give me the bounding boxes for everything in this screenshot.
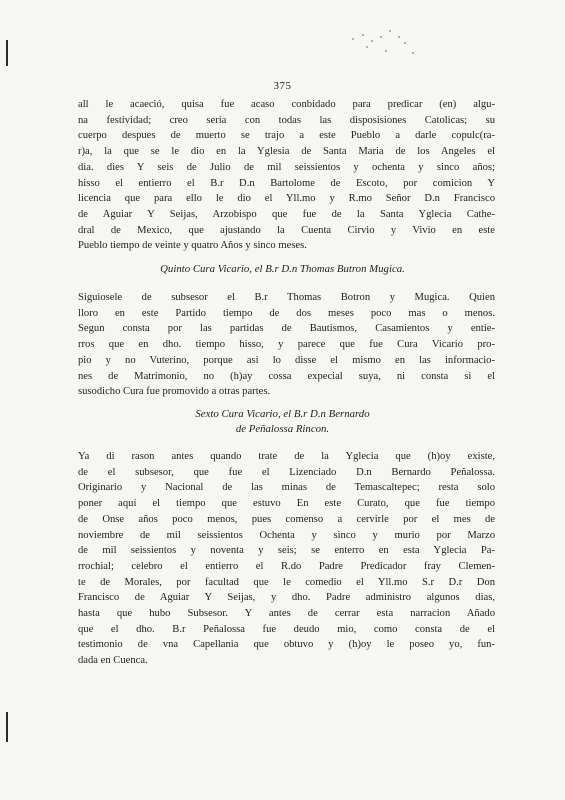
text-line: dada en Cuenca. xyxy=(78,655,148,667)
text-line: noviembre de mil seissientos Ochenta y sinco y murio por Marzo xyxy=(78,529,495,541)
scan-edge-mark xyxy=(6,40,8,66)
text-line: Francisco de Aguiar Y Seijas, y dho. Padre administro algunos dias, xyxy=(78,592,495,604)
text-line: de Onse años poco menos, pues comenso a cervirle por el mes de xyxy=(78,513,495,525)
text-line: hasta que hubo Subsesor. Y antes de cerrar esta narracion Añado xyxy=(78,608,495,620)
text-line: Originario y Nacional de las minas de Temascaltepec; resta solo xyxy=(78,482,495,494)
text-line: Segun consta por las partidas de Bautismos, Casamientos y entie- xyxy=(78,323,495,335)
section-heading-fifth-vicar xyxy=(0,262,565,277)
text-line: na festividad; creo seria con todas las disposisiones Catolicas; su xyxy=(78,114,495,126)
text-line: lloro en este Partido tiempo de dos meses poco mas o menos. xyxy=(78,307,495,319)
heading-line: Quinto Cura Vicario, el B.r D.n Thomas Butron Mugica. xyxy=(160,263,405,275)
text-line: te de Morales, por facultad que le comedio el Yll.mo S.r D.r Don xyxy=(78,576,495,588)
text-line: licencia que para ello le dio el Yll.mo y R.mo Señor D.n Francisco xyxy=(78,193,495,205)
text-line: r)a, la que se le dio en la Yglesia de Santa Maria de los Angeles el xyxy=(78,146,495,158)
text-line: poner aquí el tiempo que estuvo En este Curato, que fue tiempo xyxy=(78,498,495,510)
text-line: all le acaeció, quisa fue acaso conbidado para predicar (en) algu- xyxy=(78,99,495,110)
section-heading-sixth-vicar xyxy=(0,407,565,437)
text-line: testimonio de vna Capellania que obtuvo y (h)oy le poseo yo, fun- xyxy=(78,639,495,651)
text-line: hisso el entierro el B.r D.n Bartolome de Escoto, por comicion Y xyxy=(78,177,495,189)
text-line: dia. dies Y seis de Julio de mil seissientos y ochenta y sinco años; xyxy=(78,161,495,173)
scan-edge-mark xyxy=(6,712,8,742)
text-line: Pueblo tiempo de veinte y quatro Años y sinco meses. xyxy=(78,240,307,252)
paragraph-2 xyxy=(78,290,495,400)
paragraph-3 xyxy=(78,449,495,669)
heading-line: de Peñalossa Rincon. xyxy=(235,423,330,435)
text-line: susodicho Cura fue promovido a otras partes. xyxy=(78,386,271,398)
text-line: de mil seissientos y noventa y seis; se enterro en esta Yglecia Pa- xyxy=(78,545,495,557)
text-line: cuerpo despues de muerto se trajo a este Pueblo a darle copulc(ra- xyxy=(78,130,495,142)
paragraph-1 xyxy=(78,97,495,254)
text-line: pio y no Vuterino, porque asi lo disse el mismo en las informacio- xyxy=(78,354,495,366)
text-line: de el subsesor, que fue el Lizenciado D.n Bernardo Peñalossa. xyxy=(78,466,495,478)
text-line: dral de Mexico, que ajustando la Cuenta Cirvio y Vivio en este xyxy=(78,224,495,236)
text-line: nes de Matrimonio, no (h)ay cossa expecial suya, ni consta si el xyxy=(78,370,495,382)
text-line: que el dho. B.r Peñalossa fue deudo mio, como consta de el xyxy=(78,623,495,635)
text-line: rros que en dho. tiempo hisso, y parece que fue Cura Vicario pro- xyxy=(78,339,495,351)
text-line: de Aguiar Y Seijas, Arzobispo que fue de la Santa Yglecia Cathe- xyxy=(78,208,495,220)
text-line: Siguiosele de subsesor el B.r Thomas Botron y Mugica. Quien xyxy=(78,292,495,303)
text-line: rrochial; celebro el entierro el R.do Padre Predicador fray Clemen- xyxy=(78,560,495,572)
text-line: Ya di rason antes quando trate de la Yglecia que (h)oy existe, xyxy=(78,451,495,462)
page-number: 375 xyxy=(273,80,292,92)
heading-line: Sexto Cura Vicario, el B.r D.n Bernardo xyxy=(195,408,370,420)
